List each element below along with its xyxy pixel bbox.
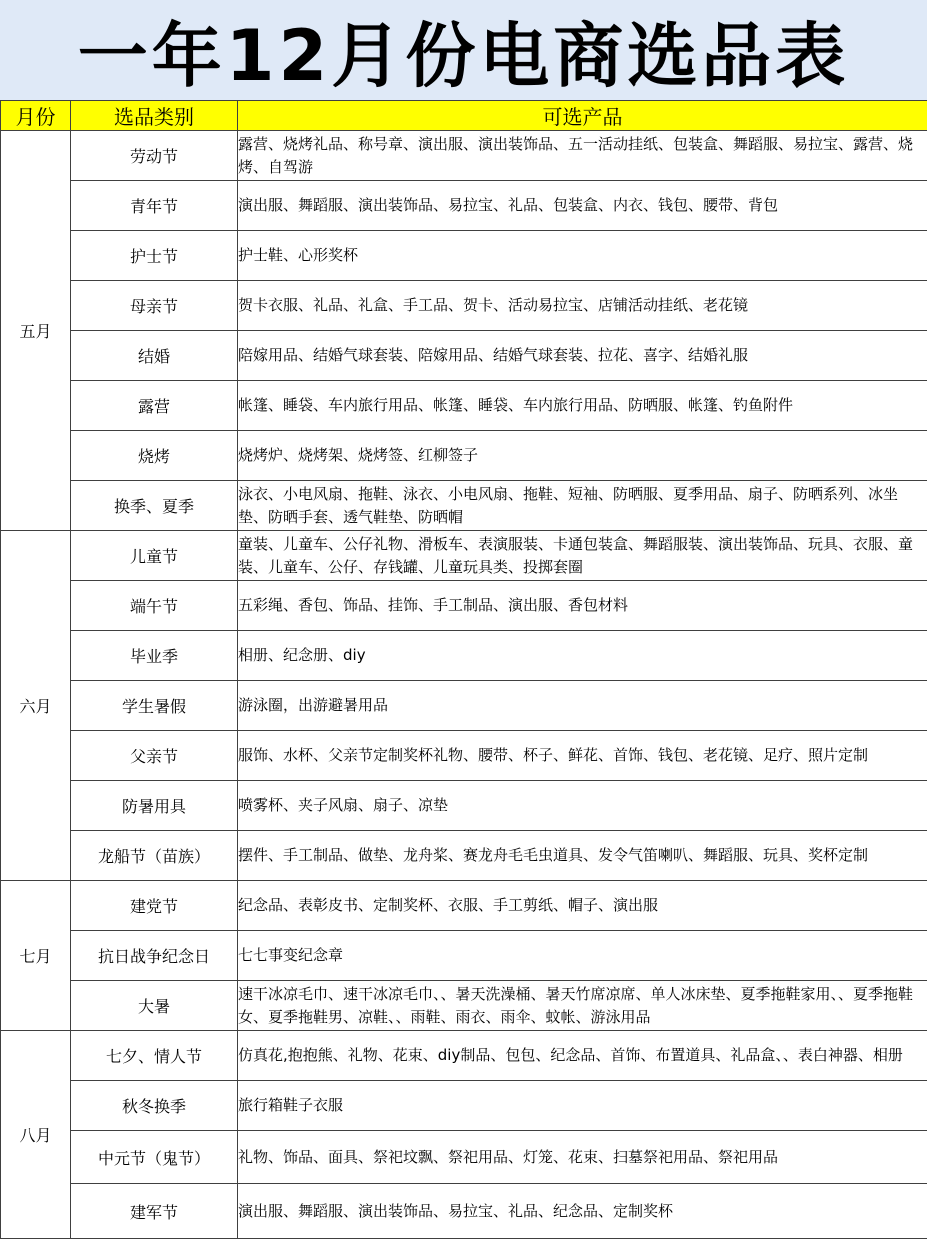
table-row (1, 1184, 927, 1239)
category-cell: 毕业季 (71, 631, 238, 681)
table-row (1, 931, 927, 981)
products-cell: 烧烤炉、烧烤架、烧烤签、红柳签子 (238, 431, 927, 481)
products-cell: 帐篷、睡袋、车内旅行用品、帐篷、睡袋、车内旅行用品、防晒服、帐篷、钓鱼附件 (238, 381, 927, 431)
category-header: 选品类别 (71, 101, 238, 131)
table-row (1, 1081, 927, 1131)
table-row (1, 181, 927, 231)
category-cell: 烧烤 (71, 431, 238, 481)
table-row (1, 631, 927, 681)
category-cell: 护士节 (71, 231, 238, 281)
products-cell: 护士鞋、心形奖杯 (238, 231, 927, 281)
category-cell: 母亲节 (71, 281, 238, 331)
table-row (1, 1031, 927, 1081)
header-row (1, 101, 927, 131)
table-row (1, 781, 927, 831)
category-cell: 父亲节 (71, 731, 238, 781)
products-cell: 贺卡衣服、礼品、礼盒、手工品、贺卡、活动易拉宝、店铺活动挂纸、老花镜 (238, 281, 927, 331)
table-row (1, 381, 927, 431)
category-cell: 中元节（鬼节） (71, 1131, 238, 1184)
month-cell: 七月 (1, 881, 71, 1031)
products-cell: 陪嫁用品、结婚气球套装、陪嫁用品、结婚气球套装、拉花、喜字、结婚礼服 (238, 331, 927, 381)
category-cell: 七夕、情人节 (71, 1031, 238, 1081)
products-cell: 纪念品、表彰皮书、定制奖杯、衣服、手工剪纸、帽子、演出服 (238, 881, 927, 931)
table-row (1, 531, 927, 581)
category-cell: 露营 (71, 381, 238, 431)
products-cell: 仿真花,抱抱熊、礼物、花束、diy制品、包包、纪念品、首饰、布置道具、礼品盒、、表白神器、相册 (238, 1031, 927, 1081)
category-cell: 建党节 (71, 881, 238, 931)
title-banner (0, 0, 927, 100)
products-cell: 服饰、水杯、父亲节定制奖杯礼物、腰带、杯子、鲜花、首饰、钱包、老花镜、足疗、照片定制 (238, 731, 927, 781)
products-cell: 速干冰凉毛巾、速干冰凉毛巾、、暑天洗澡桶、暑天竹席凉席、单人冰床垫、夏季拖鞋家用、、夏季拖鞋女、夏季拖鞋男、凉鞋、、雨鞋、雨衣、雨伞、蚊帐、游泳用品 (238, 981, 927, 1031)
products-cell: 七七事变纪念章 (238, 931, 927, 981)
products-cell: 五彩绳、香包、饰品、挂饰、手工制品、演出服、香包材料 (238, 581, 927, 631)
products-cell: 演出服、舞蹈服、演出装饰品、易拉宝、礼品、包装盒、内衣、钱包、腰带、背包 (238, 181, 927, 231)
table-row (1, 831, 927, 881)
table-row (1, 231, 927, 281)
table-row (1, 131, 927, 181)
category-cell: 青年节 (71, 181, 238, 231)
products-cell: 泳衣、小电风扇、拖鞋、泳衣、小电风扇、拖鞋、短袖、防晒服、夏季用品、扇子、防晒系列、冰坐垫、防晒手套、透气鞋垫、防晒帽 (238, 481, 927, 531)
category-cell: 结婚 (71, 331, 238, 381)
products-cell: 露营、烧烤礼品、称号章、演出服、演出装饰品、五一活动挂纸、包装盒、舞蹈服、易拉宝、露营、烧烤、自驾游 (238, 131, 927, 181)
category-cell: 劳动节 (71, 131, 238, 181)
table-row (1, 981, 927, 1031)
category-cell: 抗日战争纪念日 (71, 931, 238, 981)
table-row (1, 1131, 927, 1184)
month-cell: 六月 (1, 531, 71, 881)
product-selection-table (0, 100, 927, 1239)
category-cell: 大暑 (71, 981, 238, 1031)
month-cell: 五月 (1, 131, 71, 531)
page-title: 一年12月份电商选品表 (77, 14, 850, 97)
table-row (1, 881, 927, 931)
category-cell: 防暑用具 (71, 781, 238, 831)
products-cell: 喷雾杯、夹子风扇、扇子、凉垫 (238, 781, 927, 831)
products-cell: 旅行箱鞋子衣服 (238, 1081, 927, 1131)
table-row (1, 731, 927, 781)
category-cell: 学生暑假 (71, 681, 238, 731)
table-row (1, 581, 927, 631)
category-cell: 儿童节 (71, 531, 238, 581)
products-header: 可选产品 (238, 101, 927, 131)
month-header: 月份 (1, 101, 71, 131)
products-cell: 相册、纪念册、diy (238, 631, 927, 681)
category-cell: 端午节 (71, 581, 238, 631)
products-cell: 演出服、舞蹈服、演出装饰品、易拉宝、礼品、纪念品、定制奖杯 (238, 1184, 927, 1239)
table-row (1, 331, 927, 381)
category-cell: 换季、夏季 (71, 481, 238, 531)
category-cell: 龙船节（苗族） (71, 831, 238, 881)
table-row (1, 281, 927, 331)
products-cell: 童装、儿童车、公仔礼物、滑板车、表演服装、卡通包装盒、舞蹈服装、演出装饰品、玩具、衣服、童装、儿童车、公仔、存钱罐、儿童玩具类、投掷套圈 (238, 531, 927, 581)
table-body (1, 131, 927, 1239)
table-row (1, 431, 927, 481)
category-cell: 建军节 (71, 1184, 238, 1239)
products-cell: 礼物、饰品、面具、祭祀坟飘、祭祀用品、灯笼、花束、扫墓祭祀用品、祭祀用品 (238, 1131, 927, 1184)
category-cell: 秋冬换季 (71, 1081, 238, 1131)
table-row (1, 481, 927, 531)
table-row (1, 681, 927, 731)
month-cell: 八月 (1, 1031, 71, 1239)
products-cell: 摆件、手工制品、做垫、龙舟桨、赛龙舟毛毛虫道具、发令气笛喇叭、舞蹈服、玩具、奖杯定制 (238, 831, 927, 881)
products-cell: 游泳圈，出游避暑用品 (238, 681, 927, 731)
